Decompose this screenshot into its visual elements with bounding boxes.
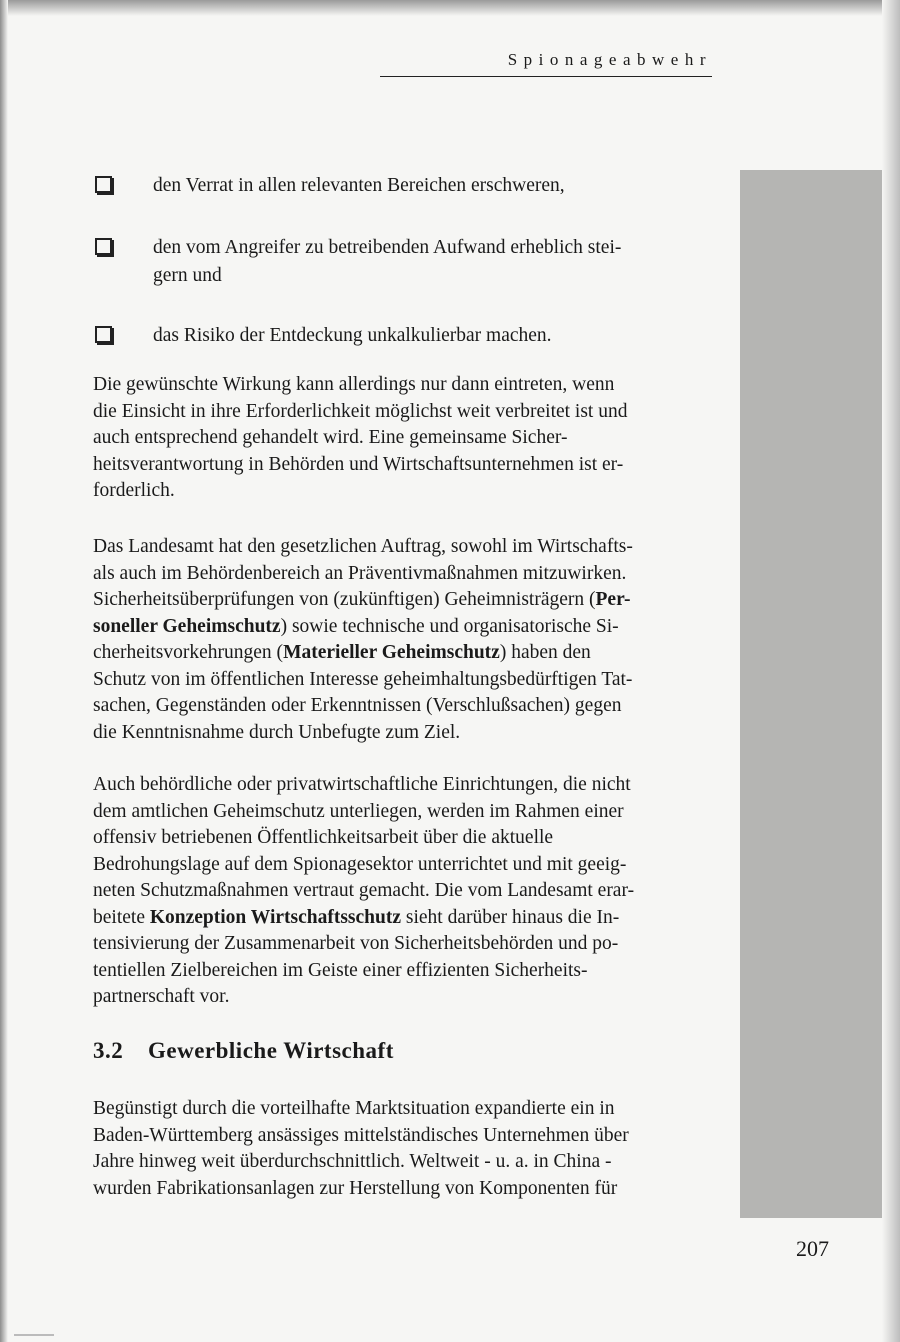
- text-line: tensivierung der Zusammenarbeit von Sicherheitsbehörden und po-: [93, 933, 619, 954]
- bullet-line: das Risiko der Entdeckung unkalkulierbar machen.: [153, 325, 552, 346]
- text-line: die Einsicht in ihre Erforderlichkeit möglichst weit verbreitet ist und: [93, 400, 628, 422]
- checkbox-bullet-icon: [95, 326, 112, 343]
- text-line: beitete Konzeption Wirtschaftsschutz sieht darüber hinaus die In-: [93, 906, 620, 928]
- text-line: sachen, Gegenständen oder Erkenntnissen (Verschlußsachen) gegen: [93, 695, 622, 716]
- paragraph-2: [93, 534, 713, 746]
- section-number: 3.2: [93, 1038, 124, 1063]
- text-line: Die gewünschte Wirkung kann allerdings nur dann eintreten, wenn: [93, 374, 615, 395]
- section-heading: [93, 1038, 394, 1064]
- text-line: Bedrohungslage auf dem Spionagesektor unterrichtet und mit geeig-: [93, 853, 627, 875]
- running-header: Spionageabwehr: [380, 50, 712, 77]
- checkbox-bullet-icon: [95, 238, 112, 255]
- page-number: 207: [796, 1236, 829, 1261]
- bold-term: soneller Geheimschutz: [93, 615, 281, 637]
- checkbox-bullet-icon: [95, 176, 112, 193]
- section-title: Gewerbliche Wirtschaft: [148, 1038, 394, 1063]
- bold-term: Per-: [595, 589, 631, 610]
- text-line: neten Schutzmaßnahmen vertraut gemacht. Die vom Landesamt erar-: [93, 880, 635, 901]
- text-line: offensiv betriebenen Öffentlichkeitsarbeit über die aktuelle: [93, 827, 554, 848]
- text-line: tentiellen Zielbereichen im Geiste einer effizienten Sicherheits-: [93, 959, 588, 981]
- bullet-line: gern und: [153, 265, 222, 286]
- text-line: auch entsprechend gehandelt wird. Eine gemeinsame Sicher-: [93, 427, 568, 448]
- thumb-index-tab: [740, 170, 888, 1218]
- bold-term: Konzeption Wirtschaftsschutz: [149, 906, 402, 928]
- scan-shadow-right: [882, 0, 900, 1342]
- bullet-line: den vom Angreifer zu betreibenden Aufwand erheblich stei-: [153, 237, 622, 258]
- text-line: Das Landesamt hat den gesetzlichen Auftrag, sowohl im Wirtschafts-: [93, 536, 633, 557]
- text-line: Schutz von im öffentlichen Interesse geheimhaltungsbedürftigen Tat-: [93, 668, 633, 690]
- paragraph-4: [93, 1096, 713, 1202]
- text-line: cherheitsvorkehrungen (Materieller Geheimschutz) haben den: [93, 642, 591, 663]
- text-line: forderlich.: [93, 480, 175, 501]
- text-line: dem amtlichen Geheimschutz unterliegen, werden im Rahmen einer: [93, 800, 624, 822]
- paragraph-1: [93, 372, 713, 505]
- text-line: als auch im Behördenbereich an Präventivmaßnahmen mitzuwirken.: [93, 562, 627, 584]
- text-line: Baden-Württemberg ansässiges mittelständisches Unternehmen über: [93, 1124, 629, 1146]
- text-line: Begünstigt durch die vorteilhafte Marktsituation expandierte ein in: [93, 1098, 615, 1119]
- text-line: soneller Geheimschutz) sowie technische und organisatorische Si-: [93, 615, 619, 637]
- text-line: partnerschaft vor.: [93, 986, 230, 1007]
- text-line: wurden Fabrikationsanlagen zur Herstellung von Komponenten für: [93, 1177, 618, 1199]
- scan-mark: [14, 1334, 54, 1336]
- text-line: Auch behördliche oder privatwirtschaftliche Einrichtungen, die nicht: [93, 774, 631, 795]
- bold-term: Materieller Geheimschutz: [283, 642, 500, 663]
- bullet-line: den Verrat in allen relevanten Bereichen erschweren,: [153, 175, 565, 196]
- text-line: Sicherheitsüberprüfungen von (zukünftigen) Geheimnisträgern (Per-: [93, 589, 631, 610]
- paragraph-3: [93, 772, 713, 1011]
- text-line: Jahre hinweg weit überdurchschnittlich. Weltweit - u. a. in China -: [93, 1151, 612, 1172]
- text-line: die Kenntnisnahme durch Unbefugte zum Ziel.: [93, 721, 461, 743]
- scan-shadow-top: [0, 0, 900, 16]
- text-line: heitsverantwortung in Behörden und Wirtschaftsunternehmen ist er-: [93, 453, 624, 475]
- scan-shadow-left: [0, 0, 8, 1342]
